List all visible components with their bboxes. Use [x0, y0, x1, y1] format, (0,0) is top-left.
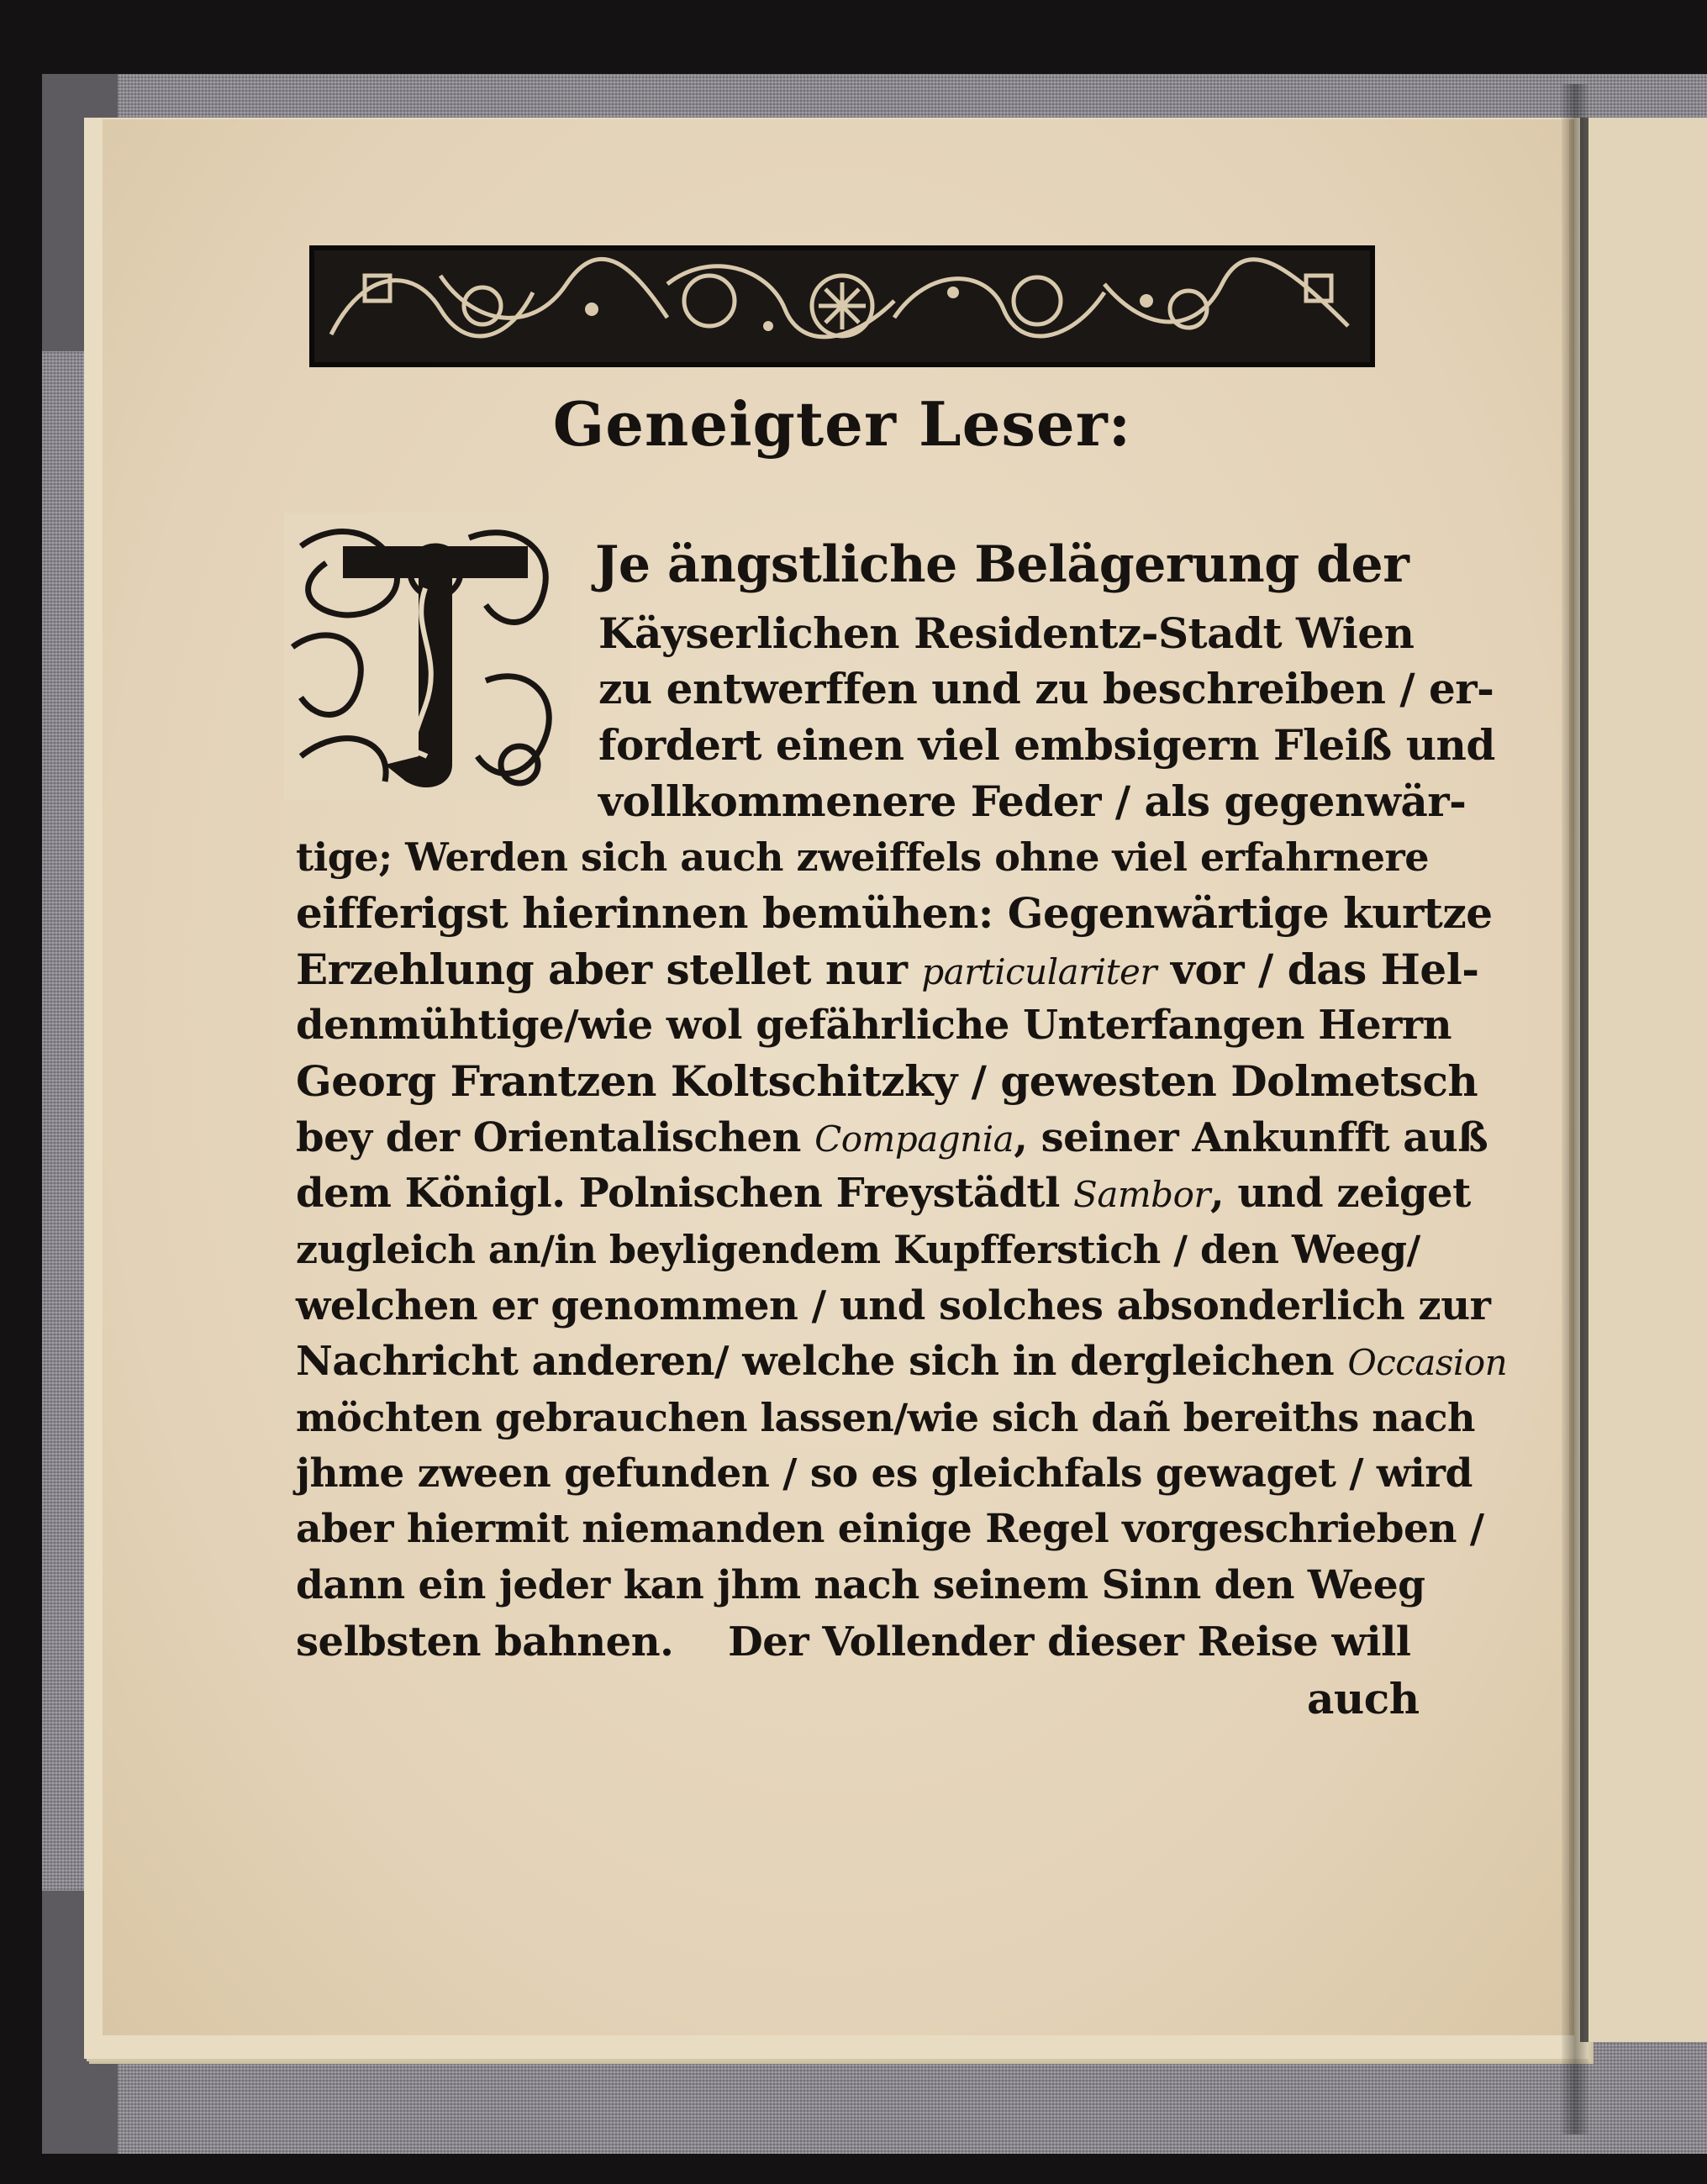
- spine-shadow: [1562, 84, 1588, 2134]
- facing-page: [1580, 118, 1707, 2042]
- text-line: denmühtige/wie wol gefährliche Unterfangen Herrn: [296, 1002, 1452, 1049]
- initial-letter: D: [427, 794, 428, 795]
- catchword: auch: [1307, 1674, 1420, 1724]
- text-line: welchen er genommen / und solches absonderlich zur: [296, 1282, 1491, 1329]
- text-line: Je ängstliche Belägerung der: [595, 535, 1409, 594]
- text-line: zu entwerffen und zu beschreiben / er-: [598, 664, 1494, 713]
- text-line: fordert einen viel embsigern Fleiß und: [598, 720, 1495, 770]
- text-line: dem Königl. Polnischen Freystädtl Sambor, und zeiget: [296, 1170, 1471, 1217]
- text-line: Erzehlung aber stellet nur particulariter vor / das Hel-: [296, 945, 1479, 994]
- text-line: eifferigst hierinnen bemühen: Gegenwärtige kurtze: [296, 888, 1493, 938]
- text-line: tige; Werden sich auch zweiffels ohne viel erfahrnere: [296, 834, 1429, 880]
- ornamental-headpiece: [309, 245, 1375, 367]
- decorated-initial: [284, 513, 570, 800]
- text-line: dann ein jeder kan jhm nach seinem Sinn den Weeg: [296, 1562, 1425, 1608]
- text-line: vollkommenere Feder / als gegenwär-: [598, 776, 1467, 826]
- text-line: Nachricht anderen/ welche sich in dergleichen Occasion: [296, 1338, 1508, 1385]
- text-line: möchten gebrauchen lassen/wie sich dañ bereiths nach: [296, 1395, 1475, 1440]
- text-line: zugleich an/in beyligendem Kupfferstich / den Weeg/: [296, 1227, 1420, 1272]
- text-line: aber hiermit niemanden einige Regel vorgeschrieben /: [296, 1506, 1484, 1552]
- text-line: jhme zween gefunden / so es gleichfals gewaget / wird: [296, 1450, 1473, 1497]
- text-line: Georg Frantzen Koltschitzky / gewesten Dolmetsch: [296, 1056, 1478, 1106]
- page-heading: Geneigter Leser:: [552, 388, 1132, 460]
- text-line: selbsten bahnen. Der Vollender dieser Reise will: [296, 1618, 1411, 1666]
- text-line: Käyserlichen Residentz-Stadt Wien: [598, 608, 1415, 658]
- text-line: bey der Orientalischen Compagnia, seiner Ankunfft auß: [296, 1114, 1488, 1161]
